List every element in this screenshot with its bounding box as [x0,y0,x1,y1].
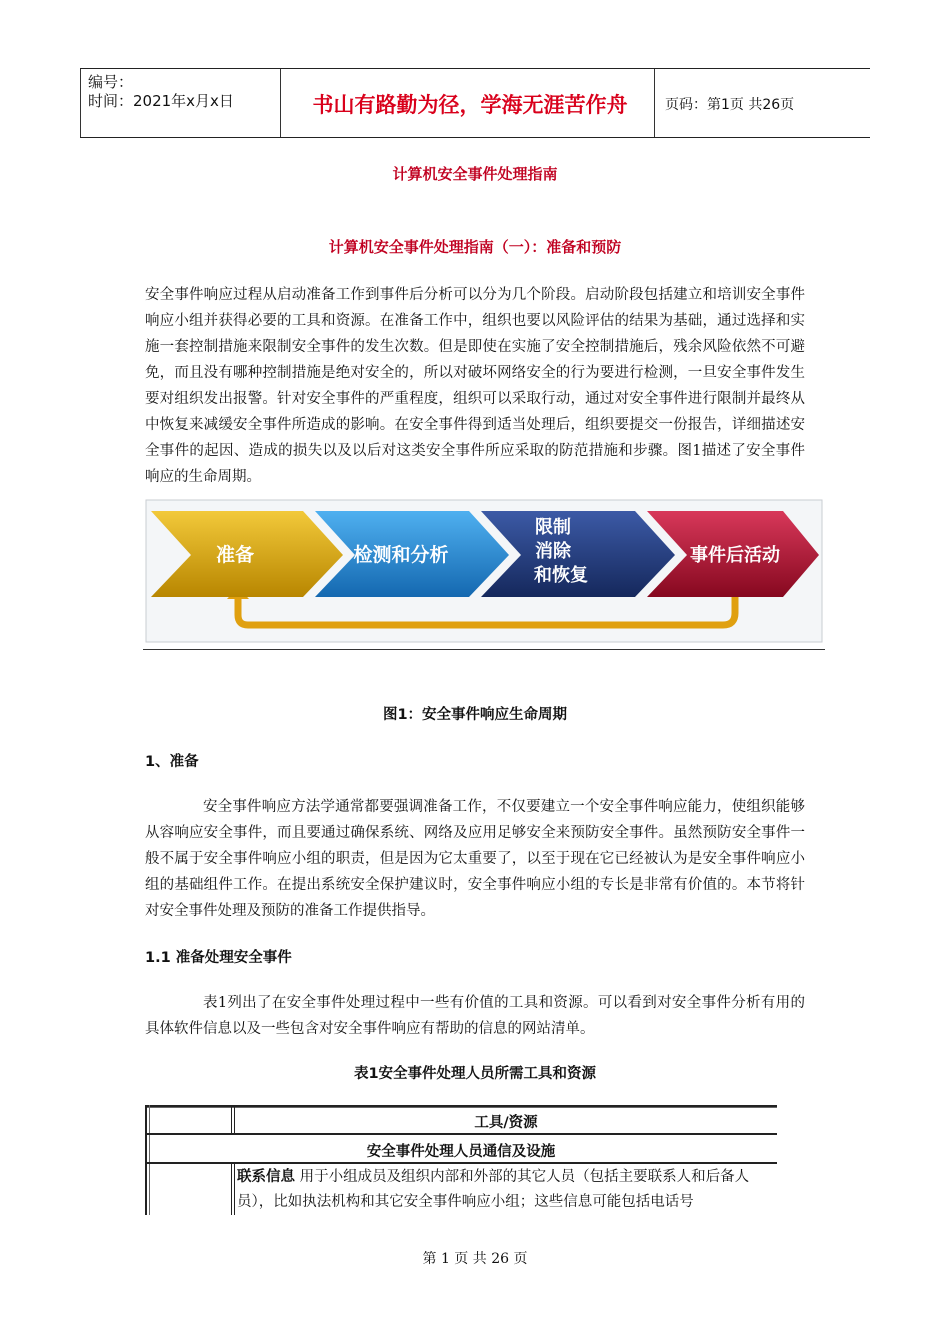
lifecycle-diagram [143,497,825,647]
time-label: 时间：2021年x月x日 [88,92,234,110]
figure-caption: 图1：安全事件响应生命周期 [382,707,568,723]
table-caption: 表1安全事件处理人员所需工具和资源 [353,1066,597,1082]
header-meta [88,73,234,111]
stage-label-contain-3: 和恢复 [534,565,588,586]
section-title: 计算机安全事件处理指南（一）：准备和预防 [328,238,622,256]
stage-label-contain-1: 限制 [535,517,571,538]
stage-label-post: 事件后活动 [690,545,780,566]
stage-label-contain-2: 消除 [535,541,571,562]
header-page-info: 页码：第1页 共26页 [665,97,795,113]
table-header-tools: 工具/资源 [474,1115,538,1131]
table-item-contact [237,1165,777,1215]
doc-title: 计算机安全事件处理指南 [392,165,558,183]
page-header [80,68,870,138]
intro-paragraph: 安全事件响应过程从启动准备工作到事件后分析可以分为几个阶段。启动阶段包括建立和培训安全事件响应小组并获得必要的工具和资源。在准备工作中，组织也要以风险评估的结果为基础，通过选择和实施一套控制措施来限制安全事件的发生次数。但是即使在实施了安全控制措施后，残余风险依然不可避免，而且没有哪种控制措施是绝对安全的，所以对破坏网络安全的行为要进行检测，一旦安全事件发生要对组织发出报警。针对安全事件的严重程度，组织可以采取行动，通过对安全事件进行限制并最终从中恢复来减缓安全事件所造成的影响。在安全事件得到适当处理后，组织要提交一份报告，详细描述安全事件的起因、造成的损失以及以后对这类安全事件所应采取的防范措施和步骤。图1描述了安全事件响应的生命周期。 [145,287,805,485]
section1-heading: 1、准备 [145,754,199,770]
section11-heading: 1.1 准备处理安全事件 [145,950,292,966]
page-footer: 第 1 页 共 26 页 [422,1251,528,1267]
table-item-text: 用于小组成员及组织内部和外部的其它人员（包括主要联系人和后备人员），比如执法机构和其它安全事件响应小组；这些信息可能包括电话号 [237,1169,750,1210]
code-label: 编号： [88,73,134,91]
section1-paragraph: 安全事件响应方法学通常都要强调准备工作，不仅要建立一个安全事件响应能力，使组织能够从容响应安全事件，而且要通过确保系统、网络及应用足够安全来预防安全事件。虽然预防安全事件一般不属于安全事件响应小组的职责，但是因为它太重要了，以至于现在它已经被认为是安全事件响应小组的基础组件工作。在提出系统安全保护建议时，安全事件响应小组的专长是非常有价值的。本节将针对安全事件处理及预防的准备工作提供指导。 [145,799,805,919]
section11-paragraph: 表1列出了在安全事件处理过程中一些有价值的工具和资源。可以看到对安全事件分析有用的具体软件信息以及一些包含对安全事件响应有帮助的信息的网站清单。 [145,995,805,1037]
stage-label-detect: 检测和分析 [353,544,449,566]
table-group-row: 安全事件处理人员通信及设施 [366,1144,556,1160]
table-item-label: 联系信息 [237,1169,295,1185]
header-motto: 书山有路勤为径，学海无涯苦作舟 [312,93,628,117]
stage-label-prepare: 准备 [215,544,255,566]
lifecycle-figure [143,497,825,650]
